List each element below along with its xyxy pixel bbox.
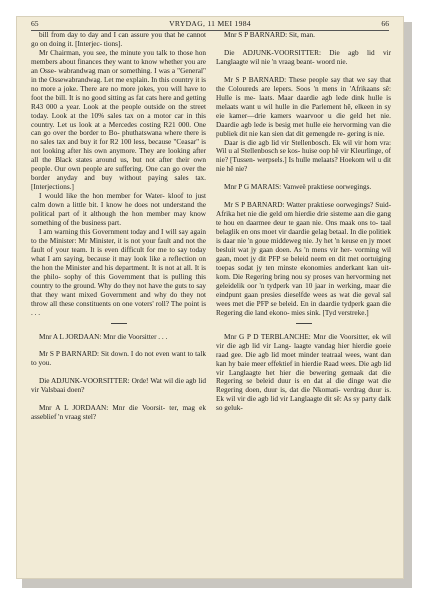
text-line: ten minste ekonomies anderkant kan uit- xyxy=(265,263,391,272)
paragraph xyxy=(216,49,391,67)
text-line: kom. Die Regering bring nou sy proses van xyxy=(216,272,345,281)
text-line: verdrag duur is. Ek wil vir die agb lid vir xyxy=(216,386,391,404)
paragraph xyxy=(31,31,206,49)
text-line: lede is besig met hulle eie hervorming van die xyxy=(253,120,391,129)
text-line: neem en dit met oortuiging toepas sodat jy xyxy=(216,255,391,272)
text-line: wees met die PFP se beleid. En in daardie xyxy=(216,299,340,308)
text-line: I am warning this Government today and I xyxy=(39,227,164,236)
text-line: There are no more jokes, you will have to xyxy=(80,84,206,93)
text-line: team. It is even difficult for me to say today xyxy=(71,245,206,254)
text-line: country. Let us look at a Mercedes costing xyxy=(31,120,161,129)
text-line: phuthatswana where there is no sales tax and xyxy=(31,129,206,147)
text-line: wabrandwag man or something. I was a xyxy=(58,66,176,75)
page-number-left: 65 xyxy=(31,19,39,28)
text-line: vorming wil gaan, moet jy dit PFP se beleid xyxy=(216,246,391,264)
text-line: even want to talk to you. xyxy=(31,350,206,368)
separator-rule xyxy=(296,323,312,324)
text-line: bill from day to day and I can assure you xyxy=(39,31,163,39)
text-line: hervorming net geleidelik oor 'n tydperk van xyxy=(216,272,391,290)
section-separator xyxy=(216,318,391,324)
text-line: buy it for R2 100 less, because "Ceasar" is xyxy=(80,138,206,147)
text-line: the 10% sales tax on a motor car in this xyxy=(78,111,206,120)
text-line: Mnr S P BARNARD: Sit, man. xyxy=(224,31,315,39)
text-line: tax. [Interjections.] xyxy=(31,174,206,192)
text-line: Mnr P G MARAIS: Vanweë praktiese xyxy=(224,183,334,192)
text-line: tydperk gaan die Regering die land ekono- xyxy=(216,299,391,317)
text-line: . . . xyxy=(158,332,168,341)
text-line: huise oop hê vir Kleurlinge, of nie? [Tussen- xyxy=(216,147,391,165)
text-line: Government and why do they not throw all xyxy=(31,290,206,308)
text-line: that we say that the Coloureds are lepers. xyxy=(216,75,391,93)
paragraph xyxy=(216,139,391,175)
paragraph xyxy=(31,49,206,192)
text-line: oorwegings? Suid-Afrika het nie die geld om xyxy=(216,201,391,219)
text-line: Soos 'n mens in 'Afrikaans sê: Hulle is me- xyxy=(216,84,391,102)
text-line: Wat wil die agb lid vir Valsbaai doen? xyxy=(31,377,206,395)
text-line: talk to those hon members about finances xyxy=(31,48,206,66)
text-line: dit nie hê nie? xyxy=(216,156,391,174)
text-line: hierdie drie sisteme aan die gang te hou en xyxy=(216,210,391,228)
text-line: what I am saying, because it may look like a xyxy=(31,254,166,263)
text-line: lid vir Langlaagte wil nie 'n vraag beant- xyxy=(216,48,391,66)
text-line: these constituents on one voters' roll? The xyxy=(59,299,183,308)
text-line: ter, mag ek asseblief 'n vraag stel? xyxy=(31,404,206,422)
text-line: oorwegings. xyxy=(335,183,372,192)
text-line: presies dieselfde wees as wat die geval sal xyxy=(260,290,391,299)
text-line: people outside on the street today. Look at xyxy=(31,102,206,120)
text-line: 10 jaar in werking, maar die eindpunt gaan xyxy=(216,281,391,299)
text-line: explain. In this country it is no more a joke. xyxy=(31,75,206,93)
text-line: laats. Maar daardie agb lede dink hulle is xyxy=(259,93,391,102)
paragraph xyxy=(216,31,391,40)
text-line: Die ADJUNK-VOORSITTER: Orde! xyxy=(39,377,149,386)
text-line: waarvoor u die geld het nie. Daardie agb xyxy=(216,111,391,129)
text-line: not looking after his own anymore. They are xyxy=(31,147,166,156)
text-line: betaal. In die politiek is daar nie 'n goue xyxy=(216,228,391,246)
text-line: that he cannot go on doing it. [Interjec- xyxy=(31,31,206,48)
left-column xyxy=(31,31,206,576)
text-line: he does not understand the political part of xyxy=(31,201,206,219)
scanned-page xyxy=(16,16,404,579)
paragraph xyxy=(31,377,206,395)
right-column xyxy=(216,31,391,576)
paragraph xyxy=(31,333,206,342)
text-line: foot the bill. It is no good sitting as fat cats xyxy=(31,93,157,102)
text-line: here and getting R43 000 a year. Look at the xyxy=(31,93,206,111)
text-line: melaats want u wil hulle in die Parlement xyxy=(216,102,342,111)
text-line: "General" in the Ossewabrandwag. Let me xyxy=(31,66,206,84)
text-line: looking after all the Black states around us, xyxy=(31,147,206,165)
text-line: hier die bewering gemaak dat die Regering xyxy=(216,368,391,386)
text-line: woord nie. xyxy=(316,57,348,66)
section-separator xyxy=(31,318,206,324)
text-line: daarmee deur te gaan nie. Ons maak ons to- xyxy=(246,219,379,228)
text-line: Daar is die agb lid vir Stellenbosch. Ek wil xyxy=(224,138,353,147)
text-line: will say again to the Minister: Mr Minister, it xyxy=(31,227,206,245)
text-line: Langlaagte dit sê: As sy party dalk so geluk- xyxy=(216,395,391,413)
text-line: laagte vandag hier hierdie goeie raad gee. xyxy=(216,341,391,359)
paragraph xyxy=(31,192,206,228)
paragraph xyxy=(216,333,391,414)
text-line: sophy of this Government that is pulling this xyxy=(64,272,206,281)
text-line: Mnr G P D TERBLANCHE: Mnr die xyxy=(224,332,338,341)
text-line: R21 000. One can go over the border to Bo- xyxy=(31,120,206,138)
text-line: gering is nie. xyxy=(347,129,385,138)
text-line: Mnr A L JORDAAN: Mnr die Voorsit- xyxy=(39,404,166,413)
text-line: kloof to just calm down a little bit. I know xyxy=(31,192,206,210)
text-line: Voorsitter, ek wil vir die agb lid vir Lang- xyxy=(216,332,391,350)
text-line: point is . . . xyxy=(31,299,206,317)
paragraph xyxy=(216,183,391,192)
text-line: taal belaglik en ons moet vir daardie gelag xyxy=(216,219,391,237)
text-line: Raad wees. Die agb lid vir Langlaagte het xyxy=(216,359,391,377)
text-line: department. It is not at all. It is the philo- xyxy=(31,263,206,281)
text-line: vir hom vra: Wil u al Stellenbosch se kos- xyxy=(216,138,391,156)
paragraph xyxy=(31,350,206,368)
paragraph xyxy=(31,404,206,422)
text-line: dan kan hy baie meer effektief in hierdie xyxy=(216,350,391,368)
text-line: middeweg nie. Jy het 'n keuse en jy moet xyxy=(270,237,391,246)
text-line: Mr S P BARNARD: Watter praktiese xyxy=(224,201,334,210)
text-line: Die ADJUNK-VOORSITTER: Die agb xyxy=(224,48,359,57)
text-line: hê, elkeen in sy eie kamer—drie kamers xyxy=(216,102,391,120)
text-line: Mr S P BARNARD: These people say xyxy=(224,75,341,84)
text-line: Mr Chairman, you see, the minute you xyxy=(39,48,155,57)
text-line: they want to know whether you are an Osse- xyxy=(31,57,206,75)
text-line: Die agb lid moet minder teatraal wees, want xyxy=(245,350,379,359)
text-line: besluit wat jy gaan doen. As 'n mens vir her- xyxy=(216,246,352,255)
paragraph xyxy=(31,228,206,318)
text-line: publiek dit nie kan sien dat dit gemengde re- xyxy=(216,129,346,138)
text-line: something of the business part. xyxy=(31,219,122,228)
text-line: I would like the hon member for Water- xyxy=(39,192,165,201)
paragraph xyxy=(216,76,391,139)
page-number-right: 66 xyxy=(381,19,389,28)
page-header xyxy=(31,19,389,29)
text-line: werpsels.] Is hulle melaats? Hoekom wil u xyxy=(257,156,382,165)
text-line: tions]. xyxy=(103,39,123,48)
text-line: it although the hon member may know xyxy=(82,210,206,219)
text-line: reflection on the hon the Minister and his xyxy=(31,254,206,272)
paragraph xyxy=(216,201,391,317)
text-line: Regering doen, duur is, dat die Nkomati- xyxy=(216,386,341,395)
text-line: have the guts to say that they want mixed xyxy=(31,281,206,299)
text-line: Mr S P BARNARD: Sit down. I do not xyxy=(39,350,154,359)
text-line: but not after their own people. Our own xyxy=(31,156,206,174)
text-line: country to the ground. Why do they not xyxy=(31,281,147,290)
text-line: se beleid duur is en dat al die dinge wat die xyxy=(246,377,391,386)
text-line: border anyday and buy without paying sales xyxy=(31,174,189,183)
text-line: Mnr A L JORDAAN: Mnr die Voorsitter xyxy=(39,332,157,341)
text-line: people are suffering. One can go over the xyxy=(82,165,206,174)
text-line: is not your fault and not the fault of your xyxy=(31,236,206,254)
header-date: VRYDAG, 11 MEI 1984 xyxy=(169,19,251,28)
separator-rule xyxy=(111,323,127,324)
text-line: mies sink. [Tyd verstreke.] xyxy=(291,308,369,317)
